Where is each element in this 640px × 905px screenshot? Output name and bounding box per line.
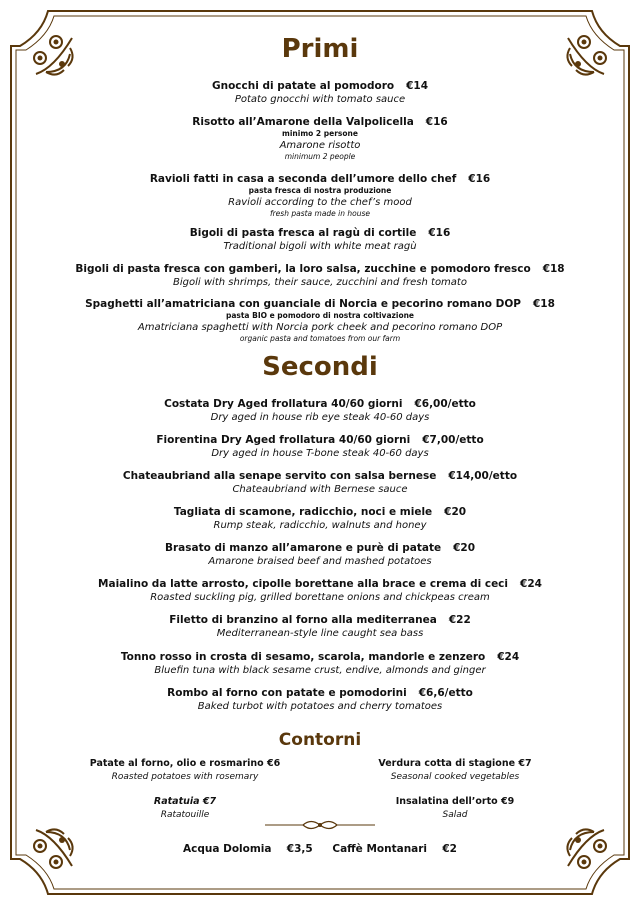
item-name: Filetto di branzino al forno alla mediterranea <box>169 614 437 626</box>
item-translation: Amatriciana spaghetti with Norcia pork cheek and pecorino romano DOP <box>137 322 503 333</box>
item-translation: Mediterranean-style line caught sea bass <box>216 628 424 639</box>
item-price: €16 <box>468 173 491 185</box>
item-note: minimo 2 persone <box>282 129 358 138</box>
item-translation: Rump steak, radicchio, walnuts and honey <box>213 520 427 531</box>
item-name: Gnocchi di patate al pomodoro <box>211 80 395 92</box>
item-translation: Traditional bigoli with white meat ragù <box>223 241 417 252</box>
item-price: €14 <box>406 80 429 92</box>
menu-item <box>0 470 640 496</box>
item-name: Rombo al forno con patate e pomodorini <box>167 687 407 699</box>
menu-item <box>0 173 640 219</box>
item-translation: Roasted potatoes with rosemary <box>111 772 259 782</box>
water-item <box>179 843 317 855</box>
item-price: €6 <box>267 758 281 769</box>
item-name: Verdura cotta di stagione <box>378 758 516 769</box>
item-price: €7 <box>518 758 532 769</box>
item-name: Bigoli di pasta fresca con gamberi, la loro salsa, zucchine e pomodoro fresco <box>75 263 531 275</box>
side-item <box>80 757 290 784</box>
item-price: €7 <box>202 796 217 807</box>
item-translation: Roasted suckling pig, grilled borettane onions and chickpeas cream <box>150 592 490 603</box>
section-title-primi: Primi <box>281 34 359 64</box>
menu-item <box>0 578 640 604</box>
menu-item <box>0 542 640 568</box>
item-name: Tonno rosso in crosta di sesamo, scarola, mandorle e zenzero <box>120 651 486 663</box>
section-title-contorni: Contorni <box>278 730 362 750</box>
item-price: €22 <box>448 614 471 626</box>
item-note: pasta fresca di nostra produzione <box>248 186 392 195</box>
coffee-item <box>328 843 461 855</box>
item-translation: Chateaubriand with Bernese sauce <box>232 484 408 495</box>
menu-item <box>0 298 640 344</box>
item-name: Caffè Montanari <box>332 843 428 855</box>
menu-item <box>0 80 640 106</box>
item-name: Brasato di manzo all’amarone e purè di patate <box>164 542 442 554</box>
item-translation: Bigoli with shrimps, their sauce, zucchini and fresh tomato <box>173 277 467 288</box>
item-price: €24 <box>497 651 520 663</box>
side-item <box>360 757 550 784</box>
menu-item <box>0 614 640 640</box>
item-price: €18 <box>532 298 555 310</box>
item-price: €18 <box>542 263 565 275</box>
item-name: Chateaubriand alla senape servito con salsa bernese <box>122 470 437 482</box>
item-translation: Baked turbot with potatoes and cherry tomatoes <box>197 701 443 712</box>
menu-item <box>0 651 640 677</box>
item-name: Bigoli di pasta fresca al ragù di cortile <box>189 227 417 239</box>
item-translation: Dry aged in house T-bone steak 40-60 days <box>211 448 429 459</box>
item-name: Ratatuia <box>153 796 200 807</box>
menu-item <box>0 116 640 162</box>
item-price: €14,00/etto <box>448 470 518 482</box>
menu-item <box>0 434 640 460</box>
menu-item <box>0 398 640 424</box>
item-translation: Amarone braised beef and mashed potatoes <box>208 556 432 567</box>
menu-item <box>0 227 640 253</box>
beverages-line <box>0 843 640 855</box>
item-price: €20 <box>444 506 467 518</box>
item-price: €2 <box>442 843 457 855</box>
item-name: Fiorentina Dry Aged frollatura 40/60 giorni <box>156 434 411 446</box>
item-translation: Bluefin tuna with black sesame crust, endive, almonds and ginger <box>154 665 486 676</box>
item-name: Tagliata di scamone, radicchio, noci e miele <box>173 506 433 518</box>
divider-ornament <box>265 818 375 832</box>
item-price: €16 <box>428 227 451 239</box>
side-item <box>120 795 250 822</box>
menu-item <box>0 263 640 289</box>
item-translation-note: minimum 2 people <box>284 152 356 161</box>
item-name: Risotto all’Amarone della Valpolicella <box>192 116 414 128</box>
item-note: pasta BIO e pomodoro di nostra coltivazione <box>225 311 415 320</box>
item-name: Costata Dry Aged frollatura 40/60 giorni <box>164 398 403 410</box>
side-item <box>370 795 540 822</box>
item-price: €9 <box>501 796 515 807</box>
item-name: Maialino da latte arrosto, cipolle borettane alla brace e crema di ceci <box>98 578 509 590</box>
item-translation: Amarone risotto <box>279 140 361 151</box>
item-price: €20 <box>453 542 476 554</box>
item-translation: Seasonal cooked vegetables <box>390 772 520 782</box>
item-name: Patate al forno, olio e rosmarino <box>89 758 264 769</box>
item-translation: Salad <box>442 810 468 820</box>
item-name: Acqua Dolomia <box>183 843 272 855</box>
item-translation: Ratatouille <box>160 810 210 820</box>
item-price: €7,00/etto <box>422 434 484 446</box>
menu-item <box>0 687 640 713</box>
item-price: €6,00/etto <box>414 398 476 410</box>
item-name: Ravioli fatti in casa a seconda dell’umore dello chef <box>149 173 457 185</box>
item-name: Spaghetti all’amatriciana con guanciale di Norcia e pecorino romano DOP <box>85 298 521 310</box>
menu-item <box>0 506 640 532</box>
item-price: €24 <box>520 578 542 590</box>
item-price: €6,6/etto <box>418 687 473 699</box>
section-title-secondi: Secondi <box>262 352 378 382</box>
item-price: €3,5 <box>286 843 313 855</box>
item-name: Insalatina dell’orto <box>395 796 498 807</box>
item-price: €16 <box>425 116 448 128</box>
item-translation: Potato gnocchi with tomato sauce <box>234 94 406 105</box>
item-translation-note: fresh pasta made in house <box>269 209 371 218</box>
item-translation: Ravioli according to the chef’s mood <box>228 197 412 208</box>
item-translation: Dry aged in house rib eye steak 40-60 days <box>210 412 430 423</box>
item-translation-note: organic pasta and tomatoes from our farm <box>239 334 401 343</box>
